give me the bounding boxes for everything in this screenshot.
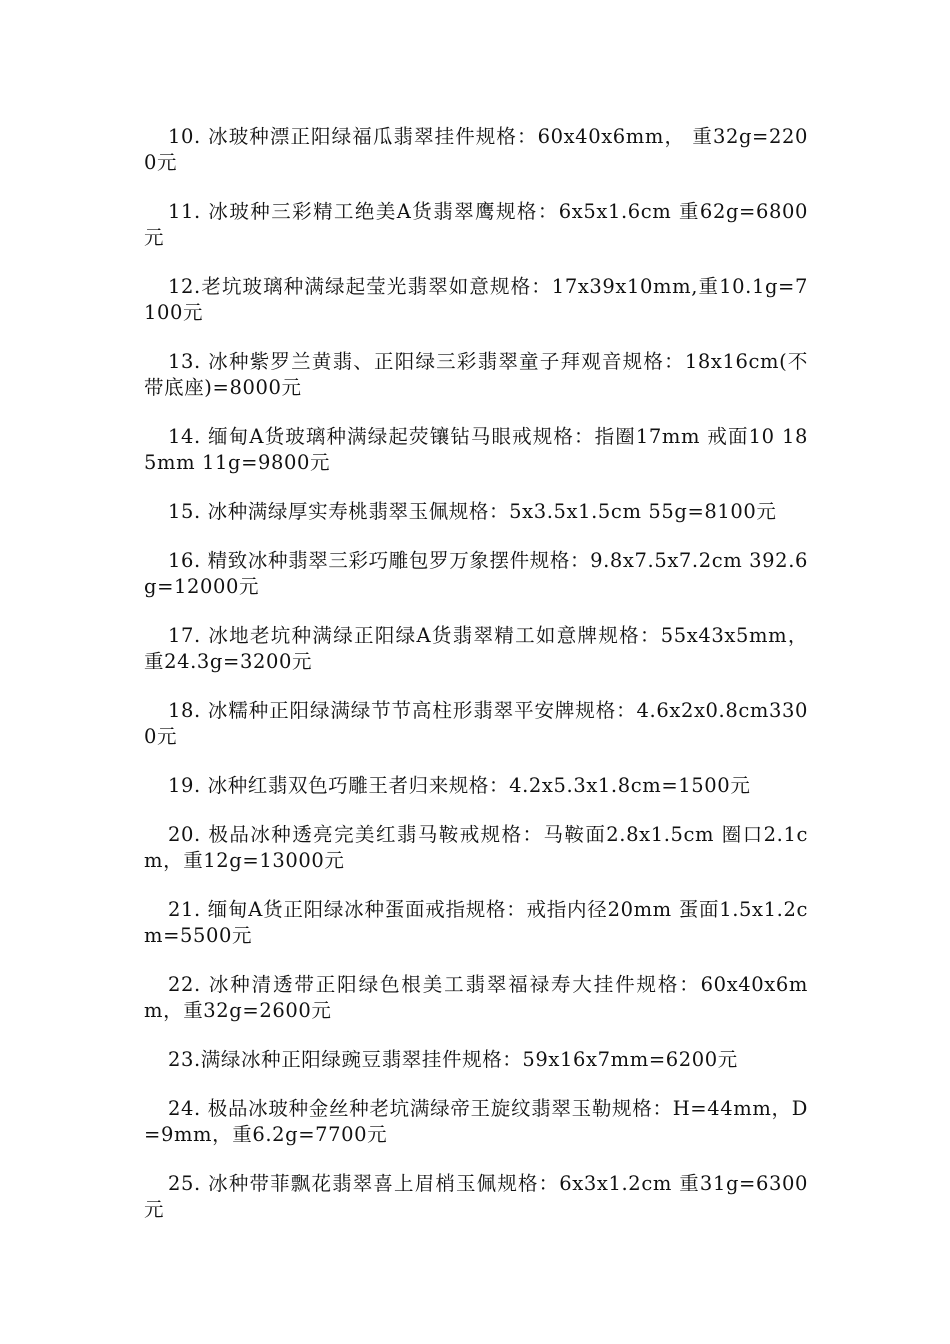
list-item: 18. 冰糯种正阳绿满绿节节高柱形翡翠平安牌规格：4.6x2x0.8cm3300元 — [144, 699, 808, 748]
list-item: 22. 冰种清透带正阳绿色根美工翡翠福禄寿大挂件规格：60x40x6mm，重32g=2600元 — [144, 973, 808, 1022]
list-item: 14. 缅甸A货玻璃种满绿起荧镶钻马眼戒规格：指圈17mm 戒面10 18 5mm 11g=9800元 — [144, 425, 808, 474]
list-item: 10. 冰玻种漂正阳绿福瓜翡翠挂件规格：60x40x6mm， 重32g=2200元 — [144, 125, 808, 174]
list-item: 23.满绿冰种正阳绿豌豆翡翠挂件规格：59x16x7mm=6200元 — [168, 1048, 738, 1071]
price-list — [144, 124, 808, 1246]
list-item: 17. 冰地老坑种满绿正阳绿A货翡翠精工如意牌规格：55x43x5mm，重24.3g=3200元 — [144, 624, 808, 673]
list-item: 21. 缅甸A货正阳绿冰种蛋面戒指规格：戒指内径20mm 蛋面1.5x1.2cm=5500元 — [144, 898, 808, 947]
list-item: 15. 冰种满绿厚实寿桃翡翠玉佩规格：5x3.5x1.5cm 55g=8100元 — [168, 500, 777, 523]
list-item: 16. 精致冰种翡翠三彩巧雕包罗万象摆件规格：9.8x7.5x7.2cm 392.6g=12000元 — [144, 549, 808, 598]
list-item: 25. 冰种带菲飘花翡翠喜上眉梢玉佩规格：6x3x1.2cm 重31g=6300元 — [144, 1172, 808, 1221]
list-item: 20. 极品冰种透亮完美红翡马鞍戒规格：马鞍面2.8x1.5cm 圈口2.1cm，重12g=13000元 — [144, 823, 808, 872]
list-item: 11. 冰玻种三彩精工绝美A货翡翠鹰规格：6x5x1.6cm 重62g=6800元 — [144, 200, 808, 249]
list-item: 13. 冰种紫罗兰黄翡、正阳绿三彩翡翠童子拜观音规格：18x16cm(不带底座)=8000元 — [144, 350, 808, 399]
list-item: 19. 冰种红翡双色巧雕王者归来规格：4.2x5.3x1.8cm=1500元 — [168, 774, 751, 797]
list-item: 12.老坑玻璃种满绿起莹光翡翠如意规格：17x39x10mm,重10.1g=7100元 — [144, 275, 808, 324]
list-item: 24. 极品冰玻种金丝种老坑满绿帝王旋纹翡翠玉勒规格：H=44mm，D=9mm，重6.2g=7700元 — [144, 1097, 808, 1146]
